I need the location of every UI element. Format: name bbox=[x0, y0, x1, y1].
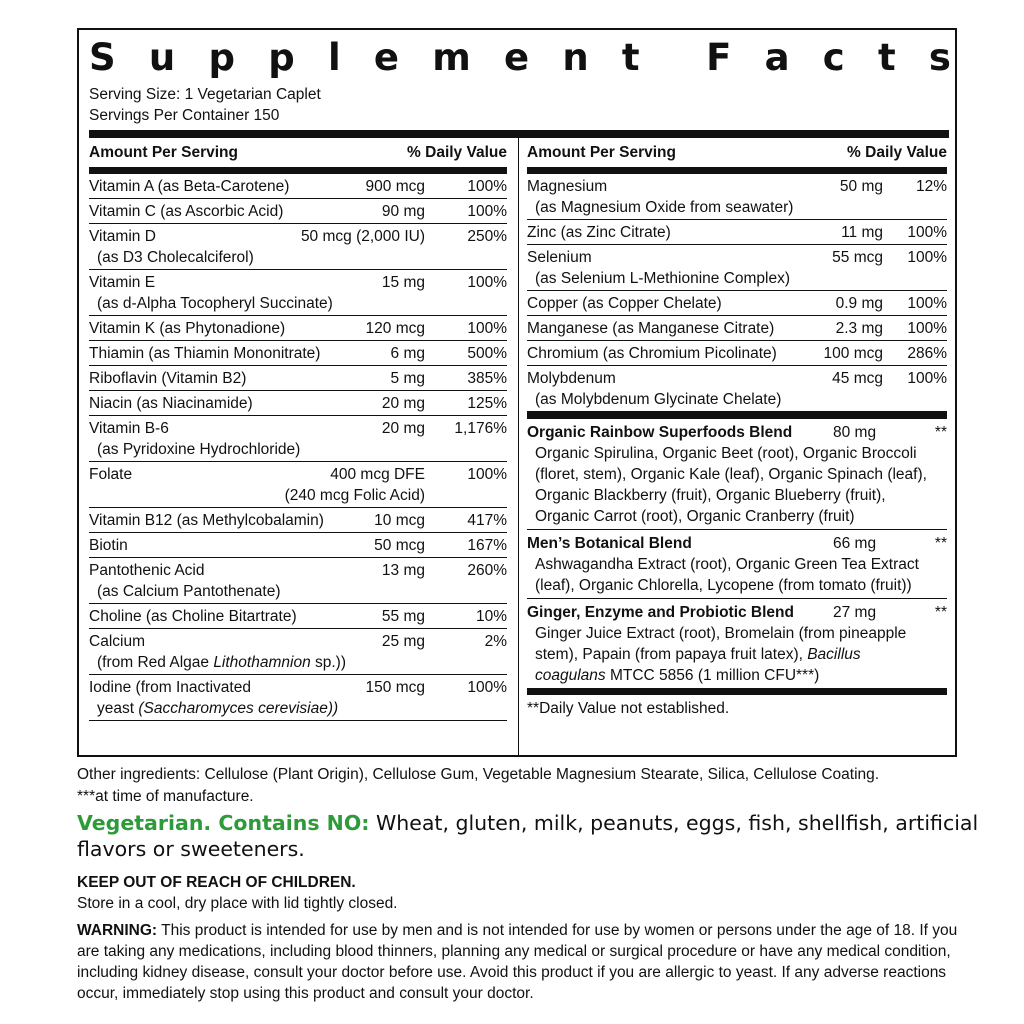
title-letter: t bbox=[877, 36, 896, 79]
nutrient-name: Iodine (from Inactivated bbox=[89, 679, 251, 696]
nutrient-amount: 45 mcg bbox=[832, 370, 883, 387]
nutrient-daily-value: 100% bbox=[467, 178, 507, 195]
blend-row bbox=[527, 599, 947, 688]
nutrient-source: (as D3 Cholecalciferol) bbox=[97, 249, 254, 266]
warning-label: WARNING: bbox=[77, 922, 158, 939]
blend-text: (floret, stem), Organic Kale (leaf), Organic Spinach (leaf), bbox=[535, 466, 927, 483]
blend-daily-value: ** bbox=[934, 424, 947, 441]
nutrient-row bbox=[89, 508, 507, 533]
nutrient-source: (as Molybdenum Glycinate Chelate) bbox=[535, 391, 782, 408]
nutrient-daily-value: 286% bbox=[907, 345, 947, 362]
nutrient-daily-value: 125% bbox=[467, 395, 507, 412]
nutrient-row bbox=[89, 533, 507, 558]
header-dv: % Daily Value bbox=[407, 144, 507, 161]
left-header bbox=[89, 138, 507, 174]
blend-text: Organic Carrot (root), Organic Cranberry (fruit) bbox=[535, 508, 855, 525]
nutrient-daily-value: 100% bbox=[907, 249, 947, 266]
nutrient-row bbox=[527, 316, 947, 341]
nutrient-name: Pantothenic Acid bbox=[89, 562, 205, 579]
nutrient-amount: 120 mcg bbox=[365, 320, 425, 337]
thick-rule bbox=[527, 412, 947, 419]
nutrient-amount: 10 mcg bbox=[374, 512, 425, 529]
header-dv: % Daily Value bbox=[847, 144, 947, 161]
header-amount: Amount Per Serving bbox=[527, 144, 676, 161]
source-italic: Lithothamnion bbox=[213, 654, 311, 671]
title-letter: c bbox=[822, 36, 845, 79]
nutrient-source: (as Selenium L-Methionine Complex) bbox=[535, 270, 791, 287]
blend-ingredients bbox=[527, 644, 947, 665]
nutrient-source: (as Pyridoxine Hydrochloride) bbox=[97, 441, 301, 458]
nutrient-row bbox=[89, 604, 507, 629]
thick-rule bbox=[527, 688, 947, 695]
nutrient-amount: 25 mg bbox=[381, 633, 425, 650]
nutrient-daily-value: 100% bbox=[907, 224, 947, 241]
nutrient-row bbox=[527, 341, 947, 366]
nutrient-source bbox=[89, 698, 507, 719]
nutrient-row bbox=[527, 220, 947, 245]
nutrient-name: Thiamin (as Thiamin Mononitrate) bbox=[89, 345, 321, 362]
nutrient-daily-value: 100% bbox=[907, 320, 947, 337]
blend-name: Men’s Botanical Blend bbox=[527, 535, 692, 552]
title-letter: s bbox=[928, 36, 951, 79]
nutrient-daily-value: 500% bbox=[467, 345, 507, 362]
source-italic: (Saccharomyces cerevisiae)) bbox=[138, 700, 339, 717]
right-header bbox=[527, 138, 947, 174]
title-letter: p bbox=[268, 36, 295, 79]
blend-amount: 80 mg bbox=[833, 424, 877, 441]
nutrient-name: Zinc (as Zinc Citrate) bbox=[527, 224, 671, 241]
nutrient-source: (as d-Alpha Tocopheryl Succinate) bbox=[97, 295, 333, 312]
header-amount: Amount Per Serving bbox=[89, 144, 238, 161]
nutrient-amount: 150 mcg bbox=[365, 679, 425, 696]
nutrient-row bbox=[89, 341, 507, 366]
nutrient-daily-value: 1,176% bbox=[454, 420, 507, 437]
nutrient-row bbox=[89, 366, 507, 391]
blend-text: (leaf), Organic Chlorella, Lycopene (from tomato (fruit)) bbox=[535, 577, 912, 594]
nutrient-row bbox=[89, 558, 507, 604]
nutrient-name: Folate bbox=[89, 466, 133, 483]
source-text: yeast bbox=[97, 700, 139, 717]
nutrient-source: (as Calcium Pantothenate) bbox=[97, 583, 281, 600]
nutrient-daily-value: 100% bbox=[467, 679, 507, 696]
nutrient-amount: 6 mg bbox=[390, 345, 425, 362]
nutrient-row bbox=[89, 416, 507, 462]
nutrient-amount: 50 mcg (2,000 IU) bbox=[300, 228, 425, 245]
nutrient-name: Chromium (as Chromium Picolinate) bbox=[527, 345, 777, 362]
nutrient-daily-value: 100% bbox=[907, 370, 947, 387]
blend-italic: coagulans bbox=[535, 667, 606, 684]
blend-text: Ginger Juice Extract (root), Bromelain (from pineapple bbox=[535, 625, 907, 642]
nutrient-name: Manganese (as Manganese Citrate) bbox=[527, 320, 775, 337]
source-text: (from Red Algae bbox=[97, 654, 214, 671]
nutrient-daily-value: 12% bbox=[915, 178, 947, 195]
blend-ingredients bbox=[527, 506, 947, 527]
nutrient-daily-value: 2% bbox=[484, 633, 507, 650]
source-text: sp.)) bbox=[310, 654, 346, 671]
blend-text: Ashwagandha Extract (root), Organic Green Tea Extract bbox=[535, 556, 919, 573]
warning-line: are taking any medications, including blood thinners, planning any medical or surgical procedure or have any medical condition, bbox=[77, 943, 951, 960]
nutrient-daily-value: 385% bbox=[467, 370, 507, 387]
nutrient-name: Vitamin B-6 bbox=[89, 420, 169, 437]
right-column bbox=[527, 138, 947, 719]
nutrient-name: Vitamin E bbox=[89, 274, 156, 291]
supplement-facts-panel bbox=[77, 28, 957, 757]
nutrient-name: Vitamin D bbox=[89, 228, 156, 245]
blend-ingredients bbox=[527, 464, 947, 485]
nutrient-amount: 100 mcg bbox=[823, 345, 883, 362]
nutrient-daily-value: 100% bbox=[467, 274, 507, 291]
blend-name: Ginger, Enzyme and Probiotic Blend bbox=[527, 604, 794, 621]
left-column bbox=[89, 138, 507, 721]
blend-text: Organic Blackberry (fruit), Organic Blueberry (fruit), bbox=[535, 487, 886, 504]
nutrient-amount: 50 mcg bbox=[374, 537, 425, 554]
nutrient-row bbox=[527, 245, 947, 291]
blend-italic: Bacillus bbox=[807, 646, 861, 663]
vegetarian-label: Vegetarian. Contains NO: bbox=[77, 811, 370, 835]
nutrient-name: Calcium bbox=[89, 633, 145, 650]
nutrient-row bbox=[527, 366, 947, 412]
blend-ingredients bbox=[527, 443, 947, 464]
title-letter: e bbox=[504, 36, 530, 79]
nutrient-name: Copper (as Copper Chelate) bbox=[527, 295, 722, 312]
nutrient-row bbox=[89, 316, 507, 341]
vegetarian-statement bbox=[77, 811, 978, 836]
nutrient-name: Molybdenum bbox=[527, 370, 616, 387]
nutrient-daily-value: 100% bbox=[907, 295, 947, 312]
nutrient-name: Riboflavin (Vitamin B2) bbox=[89, 370, 247, 387]
blend-ingredients bbox=[527, 665, 947, 686]
nutrient-row bbox=[89, 462, 507, 508]
nutrient-daily-value: 10% bbox=[475, 608, 507, 625]
warning-line: occur, immediately stop using this product and consult your doctor. bbox=[77, 985, 534, 1002]
nutrient-amount: 0.9 mg bbox=[835, 295, 883, 312]
nutrient-name: Vitamin C (as Ascorbic Acid) bbox=[89, 203, 284, 220]
nutrient-source bbox=[89, 652, 507, 673]
nutrient-amount: 55 mg bbox=[381, 608, 425, 625]
blend-daily-value: ** bbox=[934, 604, 947, 621]
vegetarian-text: Wheat, gluten, milk, peanuts, eggs, fish, shellfish, artificial bbox=[369, 811, 979, 835]
storage-instructions: Store in a cool, dry place with lid tightly closed. bbox=[77, 895, 398, 912]
nutrient-row bbox=[527, 291, 947, 316]
nutrient-daily-value: 417% bbox=[467, 512, 507, 529]
blend-ingredients bbox=[527, 623, 947, 644]
other-ingredients: Other ingredients: Cellulose (Plant Origin), Cellulose Gum, Vegetable Magnesium Stearate, Silica, Cellulose Coating. bbox=[77, 766, 880, 783]
nutrient-amount: 55 mcg bbox=[832, 249, 883, 266]
nutrient-row bbox=[89, 675, 507, 721]
manufacture-note: ***at time of manufacture. bbox=[77, 788, 254, 805]
blend-row bbox=[527, 530, 947, 599]
nutrient-amount: 20 mg bbox=[381, 395, 425, 412]
blend-ingredients bbox=[527, 575, 947, 596]
nutrient-row bbox=[89, 174, 507, 199]
nutrient-row bbox=[89, 270, 507, 316]
nutrient-name: Vitamin B12 (as Methylcobalamin) bbox=[89, 512, 324, 529]
blend-ingredients bbox=[527, 485, 947, 506]
nutrient-amount: 20 mg bbox=[381, 420, 425, 437]
nutrient-amount: 11 mg bbox=[841, 224, 883, 241]
blend-text: MTCC 5856 (1 million CFU***) bbox=[605, 667, 820, 684]
nutrient-daily-value: 250% bbox=[467, 228, 507, 245]
nutrient-name: Magnesium bbox=[527, 178, 608, 195]
thick-rule bbox=[89, 130, 949, 138]
title-letter: a bbox=[764, 36, 790, 79]
nutrient-name: Vitamin A (as Beta-Carotene) bbox=[89, 178, 290, 195]
nutrient-row bbox=[89, 391, 507, 416]
nutrient-source: (as Magnesium Oxide from seawater) bbox=[535, 199, 794, 216]
nutrient-row bbox=[527, 174, 947, 220]
title-letter: n bbox=[562, 36, 589, 79]
nutrient-amount: 2.3 mg bbox=[835, 320, 883, 337]
blend-daily-value: ** bbox=[934, 535, 947, 552]
title-letter: S bbox=[89, 36, 116, 79]
nutrient-name: Niacin (as Niacinamide) bbox=[89, 395, 253, 412]
blend-text: stem), Papain (from papaya fruit latex), bbox=[535, 646, 808, 663]
nutrient-row bbox=[89, 224, 507, 270]
blend-amount: 66 mg bbox=[833, 535, 877, 552]
nutrient-amount: 15 mg bbox=[381, 274, 425, 291]
nutrient-name: Vitamin K (as Phytonadione) bbox=[89, 320, 286, 337]
title-letter: m bbox=[432, 36, 471, 79]
column-divider bbox=[518, 138, 519, 757]
servings-per-container: Servings Per Container 150 bbox=[89, 107, 280, 124]
nutrient-daily-value: 100% bbox=[467, 466, 507, 483]
title-letter: F bbox=[706, 36, 732, 79]
nutrient-daily-value: 260% bbox=[467, 562, 507, 579]
blend-text: Organic Spirulina, Organic Beet (root), Organic Broccoli bbox=[535, 445, 917, 462]
nutrient-amount: 400 mcg DFE bbox=[330, 466, 425, 483]
warning-line: This product is intended for use by men and is not intended for use by women or persons under the age of 18. If you bbox=[157, 922, 958, 939]
nutrient-name: Choline (as Choline Bitartrate) bbox=[89, 608, 297, 625]
nutrient-daily-value: 100% bbox=[467, 203, 507, 220]
nutrient-amount: 5 mg bbox=[390, 370, 425, 387]
blend-row bbox=[527, 419, 947, 530]
keep-out-warning: KEEP OUT OF REACH OF CHILDREN. bbox=[77, 874, 356, 891]
nutrient-amount: 50 mg bbox=[839, 178, 883, 195]
nutrient-amount-detail: (240 mcg Folic Acid) bbox=[284, 487, 425, 504]
panel-title bbox=[89, 36, 951, 80]
nutrient-row bbox=[89, 629, 507, 675]
title-letter: p bbox=[208, 36, 235, 79]
blend-amount: 27 mg bbox=[833, 604, 877, 621]
nutrient-name: Selenium bbox=[527, 249, 592, 266]
title-letter: u bbox=[148, 36, 176, 79]
title-letter: e bbox=[373, 36, 399, 79]
nutrient-daily-value: 167% bbox=[467, 537, 507, 554]
nutrient-amount: 13 mg bbox=[381, 562, 425, 579]
nutrient-name: Biotin bbox=[89, 537, 128, 554]
vegetarian-text-line2: flavors or sweeteners. bbox=[77, 837, 305, 861]
serving-size: Serving Size: 1 Vegetarian Caplet bbox=[89, 86, 321, 103]
nutrient-row bbox=[89, 199, 507, 224]
blend-ingredients bbox=[527, 554, 947, 575]
nutrient-daily-value: 100% bbox=[467, 320, 507, 337]
footnote: **Daily Value not established. bbox=[527, 700, 730, 717]
nutrient-amount: 900 mcg bbox=[365, 178, 425, 195]
title-letter: l bbox=[327, 36, 341, 79]
blend-name: Organic Rainbow Superfoods Blend bbox=[527, 424, 793, 441]
nutrient-amount: 90 mg bbox=[381, 203, 425, 220]
warning-block bbox=[77, 920, 957, 1004]
title-letter: t bbox=[621, 36, 640, 79]
warning-line: including kidney disease, consult your doctor before use. Avoid this product if you are allergic to yeast. If any adverse reactions bbox=[77, 964, 947, 981]
